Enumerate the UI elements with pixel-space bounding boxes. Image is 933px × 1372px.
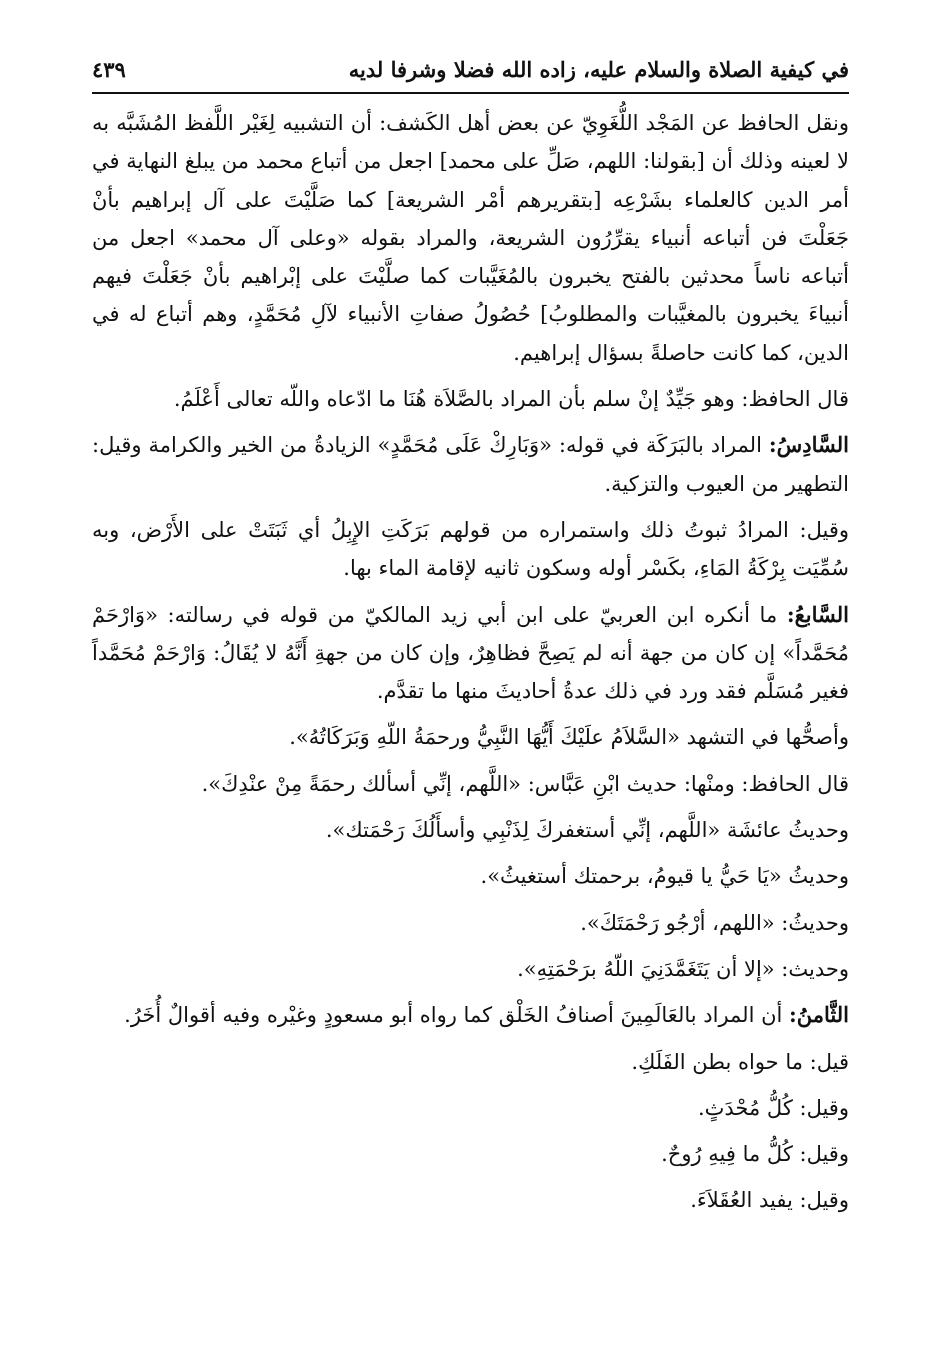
paragraph <box>92 1043 849 1081</box>
section-lead: الثَّامنُ: <box>789 1002 849 1028</box>
paragraph <box>92 104 849 372</box>
paragraph-text: أن المراد بالعَالَمِينَ أصنافُ الخَلْق كما رواه أبو مسعودٍ وغيْره وفيه أقوالٌ أُخَرُ. <box>124 1003 783 1028</box>
paragraph <box>92 380 849 418</box>
paragraph <box>92 996 849 1034</box>
paragraph <box>92 904 849 942</box>
section-lead: السَّادِسُ: <box>768 432 849 458</box>
paragraph-text: قال الحافظ: وهو جَيِّدٌ إنْ سلم بأن المراد بالصَّلاَة هُنَا ما ادّعاه واللّه تعالى أَعْلَمُ. <box>173 387 849 412</box>
paragraph <box>92 596 849 711</box>
paragraph-text: وقيل: كُلُّ مُحْدَثٍ. <box>697 1095 849 1120</box>
paragraph-text: وحديثُ عائشَة «اللَّهم، إنِّي أستغفركَ لِذَنْبِي وأسأَلُكَ رَحْمَتك». <box>325 818 849 843</box>
header-rule <box>92 92 849 94</box>
paragraph <box>92 511 849 588</box>
paragraph-text: وقيل: كُلُّ ما فِيهِ رُوحٌ. <box>661 1142 849 1167</box>
paragraph-text: ما أنكره ابن العربيّ على ابن أبي زيد المالكيّ من قوله في رسالته: «وَارْحَمْ مُحَمَّداً» إن كان من جهة أنه لم يَصِحَّ فظاهِرٌ، وإن كان من جهةِ أَنَّهُ لا يُقَالُ: وَارْحَمْ مُحَمَّداً فغير مُسَلَّم فقد ورد في ذلك عدةُ أحاديثَ منها ما تقدَّم. <box>92 602 849 704</box>
paragraph-text: وقيل: المرادُ ثبوتُ ذلك واستمراره من قولهم بَرَكَتِ الإِبِلُ أي ثَبَتَتْ على الأَرْض، وبه سُمِّيَت بِرْكَةُ المَاءِ، بكَسْر أوله وسكون ثانيه لإقامة الماء بها. <box>92 517 849 581</box>
paragraph <box>92 1181 849 1219</box>
paragraph <box>92 857 849 895</box>
running-title: في كيفية الصلاة والسلام عليه، زاده الله فضلا وشرفا لديه <box>348 56 849 82</box>
paragraph-text: وقيل: يفيد العُقَلاَءَ. <box>690 1188 849 1213</box>
paragraph-text: ونقل الحافظ عن المَجْد اللُّغَوِيّ عن بعض أهل الكَشف: أن التشبيه لِغَيْر اللَّفظ المُشَبَّه به لا لعينه وذلك أن [بقولنا: اللهم، صَلِّ على محمد] اجعل من أتباع محمد من يبلغ النهاية في أمر الدين كالعلماء بشَرْعِه [بتقريرهم أمْر الشريعة] كما صَلَّيْتَ على آل إبراهيم بأنْ جَعَلْتَ فن أتباعه أنبياء يقرِّرُون الشريعة، والمراد بقوله «وعلى آل محمد» اجعل من أتباعه ناساً محدثين بالفتح يخبرون بالمُغَيَّبات كما صلَّيْتَ على إبْراهيم بأنْ جَعَلْتَ فيهم أنبياءَ يخبرون بالمغيَّبات والمطلوبُ] حُصُولُ صفاتِ الأنبياء لآلِ مُحَمَّدٍ، وهم أتباع له في الدين، كما كانت حاصلةً بسؤال إبراهيم. <box>92 111 849 365</box>
paragraph-text: وحديثُ: «اللهم، أرْجُو رَحْمَتَكَ». <box>580 910 849 935</box>
paragraph <box>92 811 849 849</box>
paragraph-text: وحديث: «إلا أن يَتَغَمَّدَنِيَ اللّهُ برَحْمَتِهِ». <box>517 956 849 981</box>
paragraph-text: قيل: ما حواه بطن الفَلَكِ. <box>631 1049 849 1074</box>
paragraph-text: المراد بالبَرَكَة في قوله: «وَبَارِكْ عَلَى مُحَمَّدٍ» الزيادةُ من الخير والكرامة وقيل: التطهير من العيوب والتزكية. <box>92 433 849 496</box>
paragraph-text: وحديثُ «يَا حَيُّ يا قيومُ، برحمتك أستغيثُ». <box>480 864 849 889</box>
paragraph <box>92 426 849 503</box>
paragraph <box>92 950 849 988</box>
paragraph <box>92 1089 849 1127</box>
paragraph <box>92 718 849 756</box>
paragraph-text: وأصحُّها في التشهد «السَّلاَمُ علَيْكَ أَيُّهَا النَّبِيُّ ورحمَةُ اللّهِ وَبَرَكَاتُهُ». <box>289 725 849 750</box>
page-number: ٤٣٩ <box>92 56 126 82</box>
page-body <box>92 104 849 1220</box>
section-lead: السَّابعُ: <box>786 601 849 627</box>
paragraph <box>92 765 849 803</box>
paragraph <box>92 1135 849 1173</box>
paragraph-text: قال الحافظ: ومنْها: حديث ابْنِ عَبَّاس: «اللَّهم، إنِّي أسألك رحمَةً مِنْ عنْدِكَ». <box>201 771 849 796</box>
running-header <box>92 48 849 90</box>
